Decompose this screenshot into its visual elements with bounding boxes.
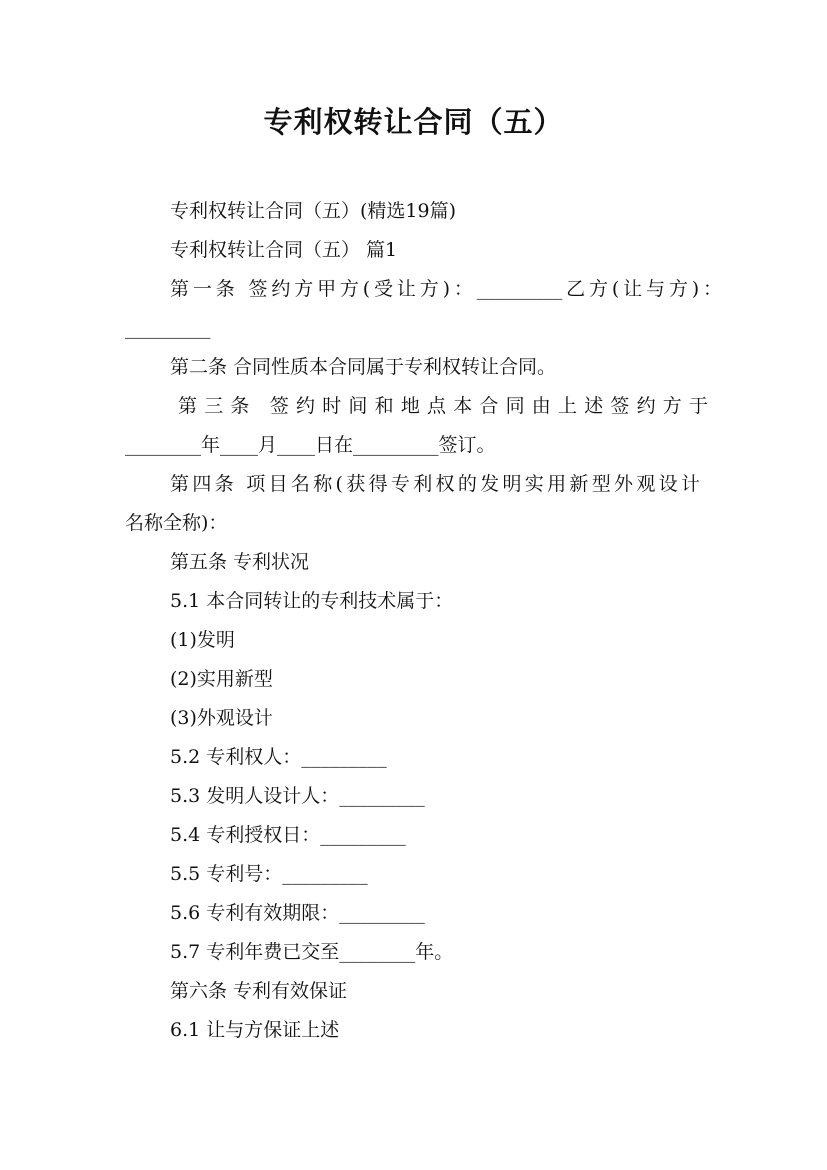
article-1: 第一条 签约方甲方(受让方)：_________乙方(让与方)： <box>170 278 722 300</box>
article-1-cont: _________ <box>125 317 211 339</box>
article-4: 第四条 项目名称(获得专利权的发明实用新型外观设计 <box>170 473 700 495</box>
option-1: (1)发明 <box>170 629 235 651</box>
clause-5-5: 5.5 专利号：_________ <box>170 863 368 885</box>
option-2: (2)实用新型 <box>170 668 273 690</box>
subtitle-line: 专利权转让合同（五）(精选19篇) <box>170 200 457 222</box>
document-title: 专利权转让合同（五） <box>263 105 564 139</box>
clause-5-4: 5.4 专利授权日：_________ <box>170 824 406 846</box>
clause-5-6: 5.6 专利有效期限：_________ <box>170 902 425 924</box>
clause-5-1: 5.1 本合同转让的专利技术属于： <box>170 590 454 612</box>
article-3: 第三条 签约时间和地点本合同由上述签约方于 <box>178 395 708 417</box>
article-6: 第六条 专利有效保证 <box>170 980 348 1002</box>
article-4-cont: 名称全称)： <box>125 512 228 534</box>
section-heading: 专利权转让合同（五） 篇1 <box>170 239 398 261</box>
clause-6-1: 6.1 让与方保证上述 <box>170 1019 340 1041</box>
article-3-cont: ________年____月____日在_________签订。 <box>125 434 496 456</box>
article-5: 第五条 专利状况 <box>170 551 310 573</box>
option-3: (3)外观设计 <box>170 707 273 729</box>
clause-5-2: 5.2 专利权人：_________ <box>170 746 387 768</box>
clause-5-7: 5.7 专利年费已交至________年。 <box>170 941 454 963</box>
article-2: 第二条 合同性质本合同属于专利权转让合同。 <box>170 356 557 378</box>
clause-5-3: 5.3 发明人设计人：_________ <box>170 785 425 807</box>
